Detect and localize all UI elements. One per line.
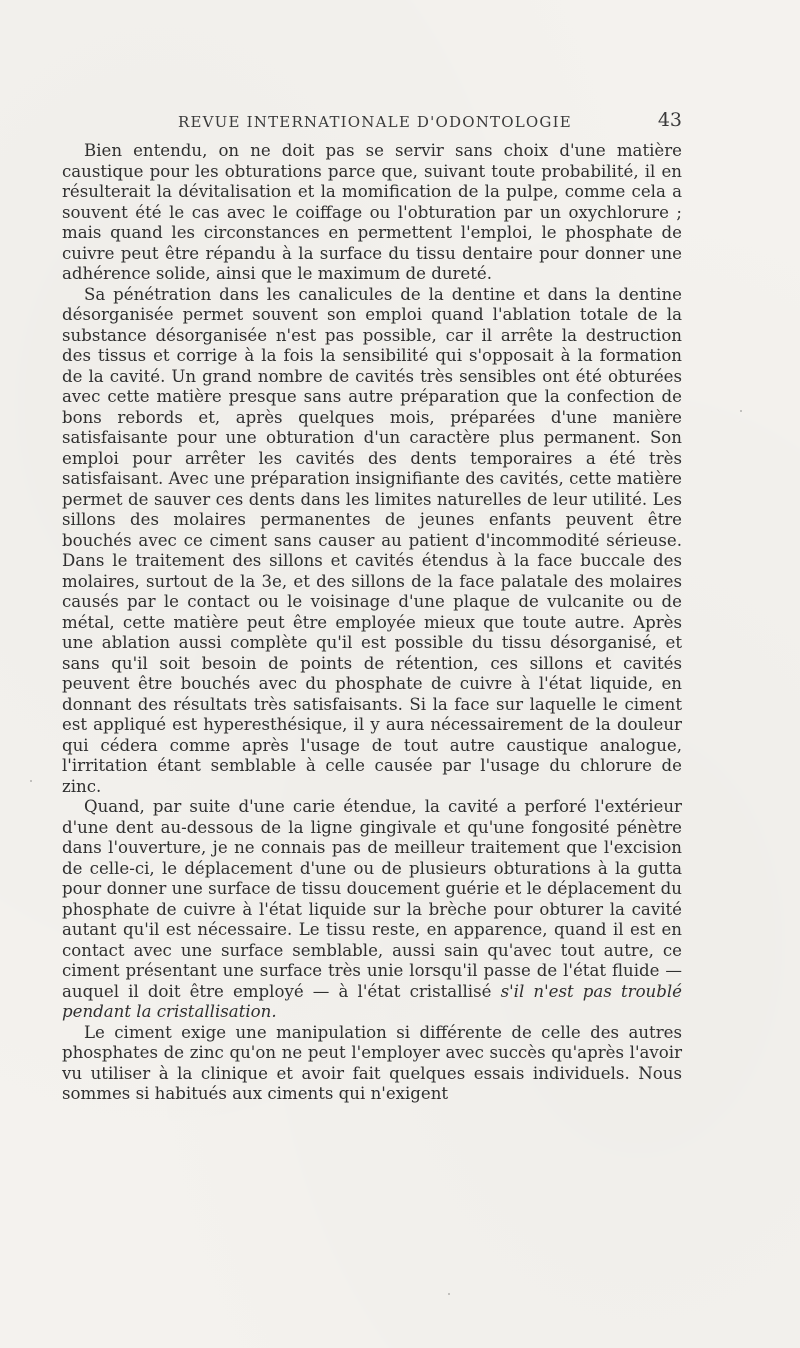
paragraph-4 [62, 1023, 682, 1105]
page-number: 43 [657, 109, 682, 131]
paper-speck [448, 1293, 450, 1295]
paper-speck [30, 780, 32, 782]
paragraph-3-italic: s'il n'est pas troublé pendant la cristallisation. [62, 981, 682, 1021]
paragraph-2-text: Sa pénétration dans les canalicules de la dentine et dans la dentine désorganisée permet souvent son emploi quand l'ablation totale de la substance désorganisée n'est pas possible, car il arrête la destruction des tissus et corrige à la fois la sensibilité qui s'opposait à la formation de la cavité. Un grand nombre de cavités très sensibles ont été obturées avec cette matière presque sans autre préparation que la confection de bons rebords et, après quelques mois, préparées d'une manière satisfaisante pour une obturation d'un caractère plus permanent. Son emploi pour arrêter les cavités des dents temporaires a été très satisfaisant. Avec une préparation insignifiante des cavités, cette matière permet de sauver ces dents dans les limites naturelles de leur utilité. Les sillons des molaires permanentes de jeunes enfants peuvent être bouchés avec ce ciment sans causer au patient d'incommodité sérieuse. Dans le traitement des sillons et cavités étendus à la face buccale des molaires, surtout de la 3e, et des sillons de la face palatale des molaires causés par le contact ou le voisinage d'une plaque de vulcanite ou de métal, cette matière peut être employée mieux que toute autre. Après une ablation aussi complète qu'il est possible du tissu désorganisé, et sans qu'il soit besoin de points de rétention, ces sillons et cavités peuvent être bouchés avec du phosphate de cuivre à l'état liquide, en donnant des résultats très satisfaisants. Si la face sur laquelle le ciment est appliqué est hyperesthésique, il y aura nécessairement de la douleur qui cédera comme après l'usage de tout autre caustique analogue, l'irritation étant semblable à celle causée par l'usage du chlorure de zinc. [62, 284, 682, 796]
paragraph-3-text: Quand, par suite d'une carie étendue, la cavité a perforé l'extérieur d'une dent au-dessous de la ligne gingivale et qu'une fongosité pénètre dans l'ouverture, je ne connais pas de meilleur traitement que l'excision de celle-ci, le déplacement d'une ou de plusieurs obturations à la gutta pour donner une surface de tissu doucement guérie et le déplacement du phosphate de cuivre à l'état liquide sur la brèche pour obturer la cavité autant qu'il est nécessaire. Le tissu reste, en apparence, quand il est en contact avec une surface semblable, aussi sain qu'avec tout autre, ce ciment présentant une surface très unie lorsqu'il passe de l'état fluide — auquel il doit être employé — à l'état cristallisé [62, 797, 682, 1001]
article-body [62, 141, 682, 1105]
paragraph-4-text: Le ciment exige une manipulation si différente de celle des autres phosphates de zinc qu'on ne peut l'employer avec succès qu'après l'avoir vu utiliser à la clinique et avoir fait quelques essais individuels. Nous sommes si habitués aux ciments qui n'exigent [62, 1022, 682, 1103]
paragraph-2 [62, 285, 682, 798]
page-header [62, 109, 682, 137]
paragraph-1-text: Bien entendu, on ne doit pas se servir sans choix d'une matière caustique pour les obturations parce que, suivant toute probabilité, il en résulterait la dévitalisation et la momification de la pulpe, comme cela a souvent été le cas avec le coiffage ou l'obturation par un oxychlorure ; mais quand les circonstances en permettent l'emploi, le phosphate de cuivre peut être répandu à la surface du tissu dentaire pour donner une adhérence solide, ainsi que le maximum de dureté. [62, 141, 682, 283]
paper-speck [740, 410, 742, 412]
paragraph-1 [62, 141, 682, 285]
paragraph-3 [62, 797, 682, 1023]
running-title: REVUE INTERNATIONALE D'ODONTOLOGIE [178, 113, 572, 131]
